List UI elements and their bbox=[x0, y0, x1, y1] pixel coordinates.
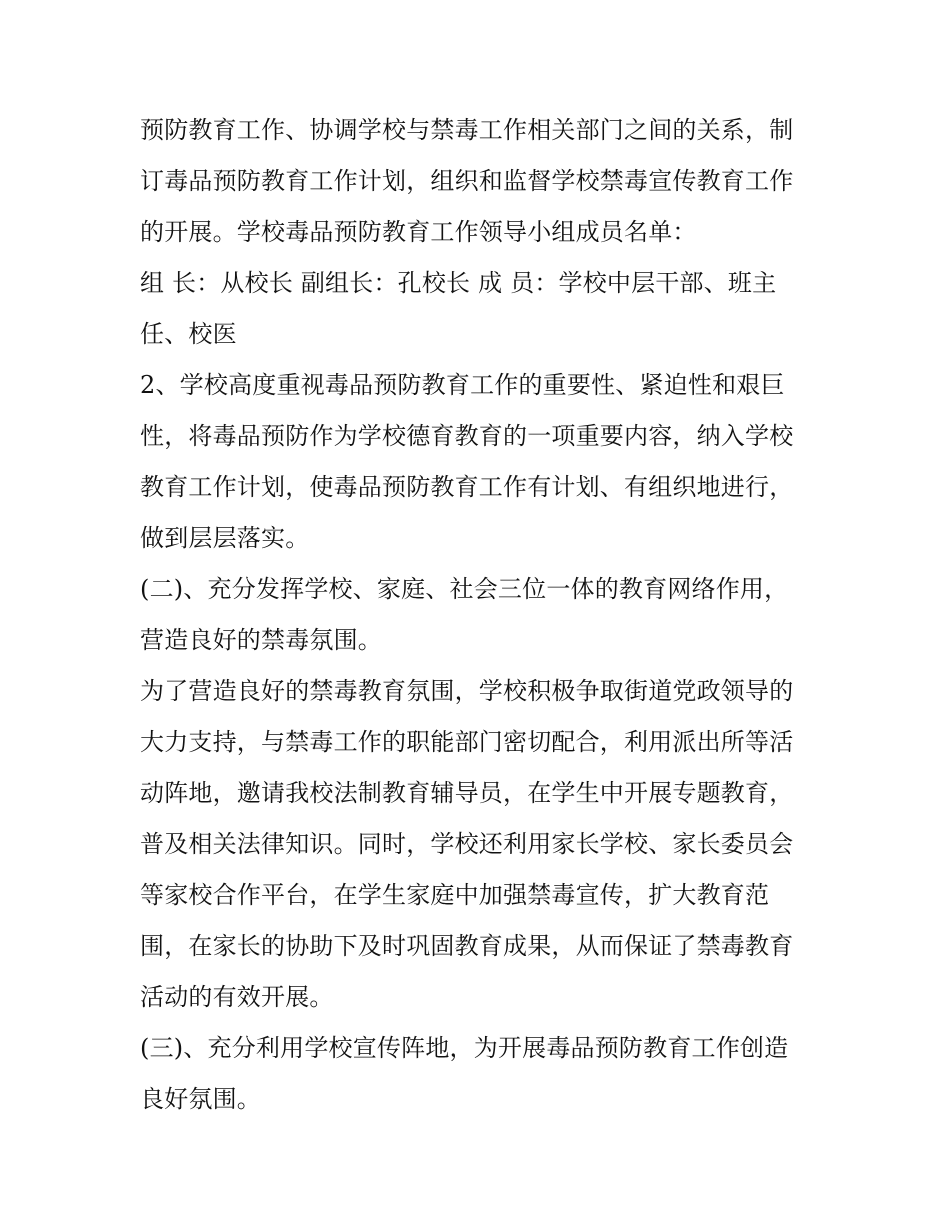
section-heading-line: 良好氛围。 bbox=[140, 1085, 261, 1113]
paragraph-line: 围，在家长的协助下及时巩固教育成果，从而保证了禁毒教育 bbox=[140, 932, 794, 960]
paragraph-line: 任、校医 bbox=[140, 320, 237, 348]
paragraph-line: 的开展。学校毒品预防教育工作领导小组成员名单： bbox=[140, 218, 697, 246]
paragraph-line: 做到层层落实。 bbox=[140, 524, 310, 552]
section-heading-line: 营造良好的禁毒氛围。 bbox=[140, 626, 382, 654]
paragraph-line: 大力支持，与禁毒工作的职能部门密切配合，利用派出所等活 bbox=[140, 728, 794, 756]
paragraph-line: 等家校合作平台，在学生家庭中加强禁毒宣传，扩大教育范 bbox=[140, 881, 770, 909]
paragraph-line: 为了营造良好的禁毒教育氛围，学校积极争取街道党政领导的 bbox=[140, 677, 794, 705]
paragraph-line: 订毒品预防教育工作计划，组织和监督学校禁毒宣传教育工作 bbox=[140, 167, 794, 195]
paragraph-line: 教育工作计划，使毒品预防教育工作有计划、有组织地进行， bbox=[140, 473, 794, 501]
paragraph-line: 组 长：从校长 副组长：孔校长 成 员：学校中层干部、班主 bbox=[140, 269, 777, 297]
paragraph-line: 活动的有效开展。 bbox=[140, 983, 334, 1011]
section-heading-line: (三)、充分利用学校宣传阵地，为开展毒品预防教育工作创造 bbox=[140, 1034, 789, 1062]
paragraph-line: 性，将毒品预防作为学校德育教育的一项重要内容，纳入学校 bbox=[140, 422, 794, 450]
paragraph-line: 预防教育工作、协调学校与禁毒工作相关部门之间的关系，制 bbox=[140, 116, 794, 144]
paragraph-line: 普及相关法律知识。同时，学校还利用家长学校、家长委员会 bbox=[140, 830, 794, 858]
section-heading-line: (二)、充分发挥学校、家庭、社会三位一体的教育网络作用， bbox=[140, 575, 789, 603]
paragraph-line: 动阵地，邀请我校法制教育辅导员，在学生中开展专题教育， bbox=[140, 779, 794, 807]
paragraph-line: 2、学校高度重视毒品预防教育工作的重要性、紧迫性和艰巨 bbox=[140, 371, 785, 399]
